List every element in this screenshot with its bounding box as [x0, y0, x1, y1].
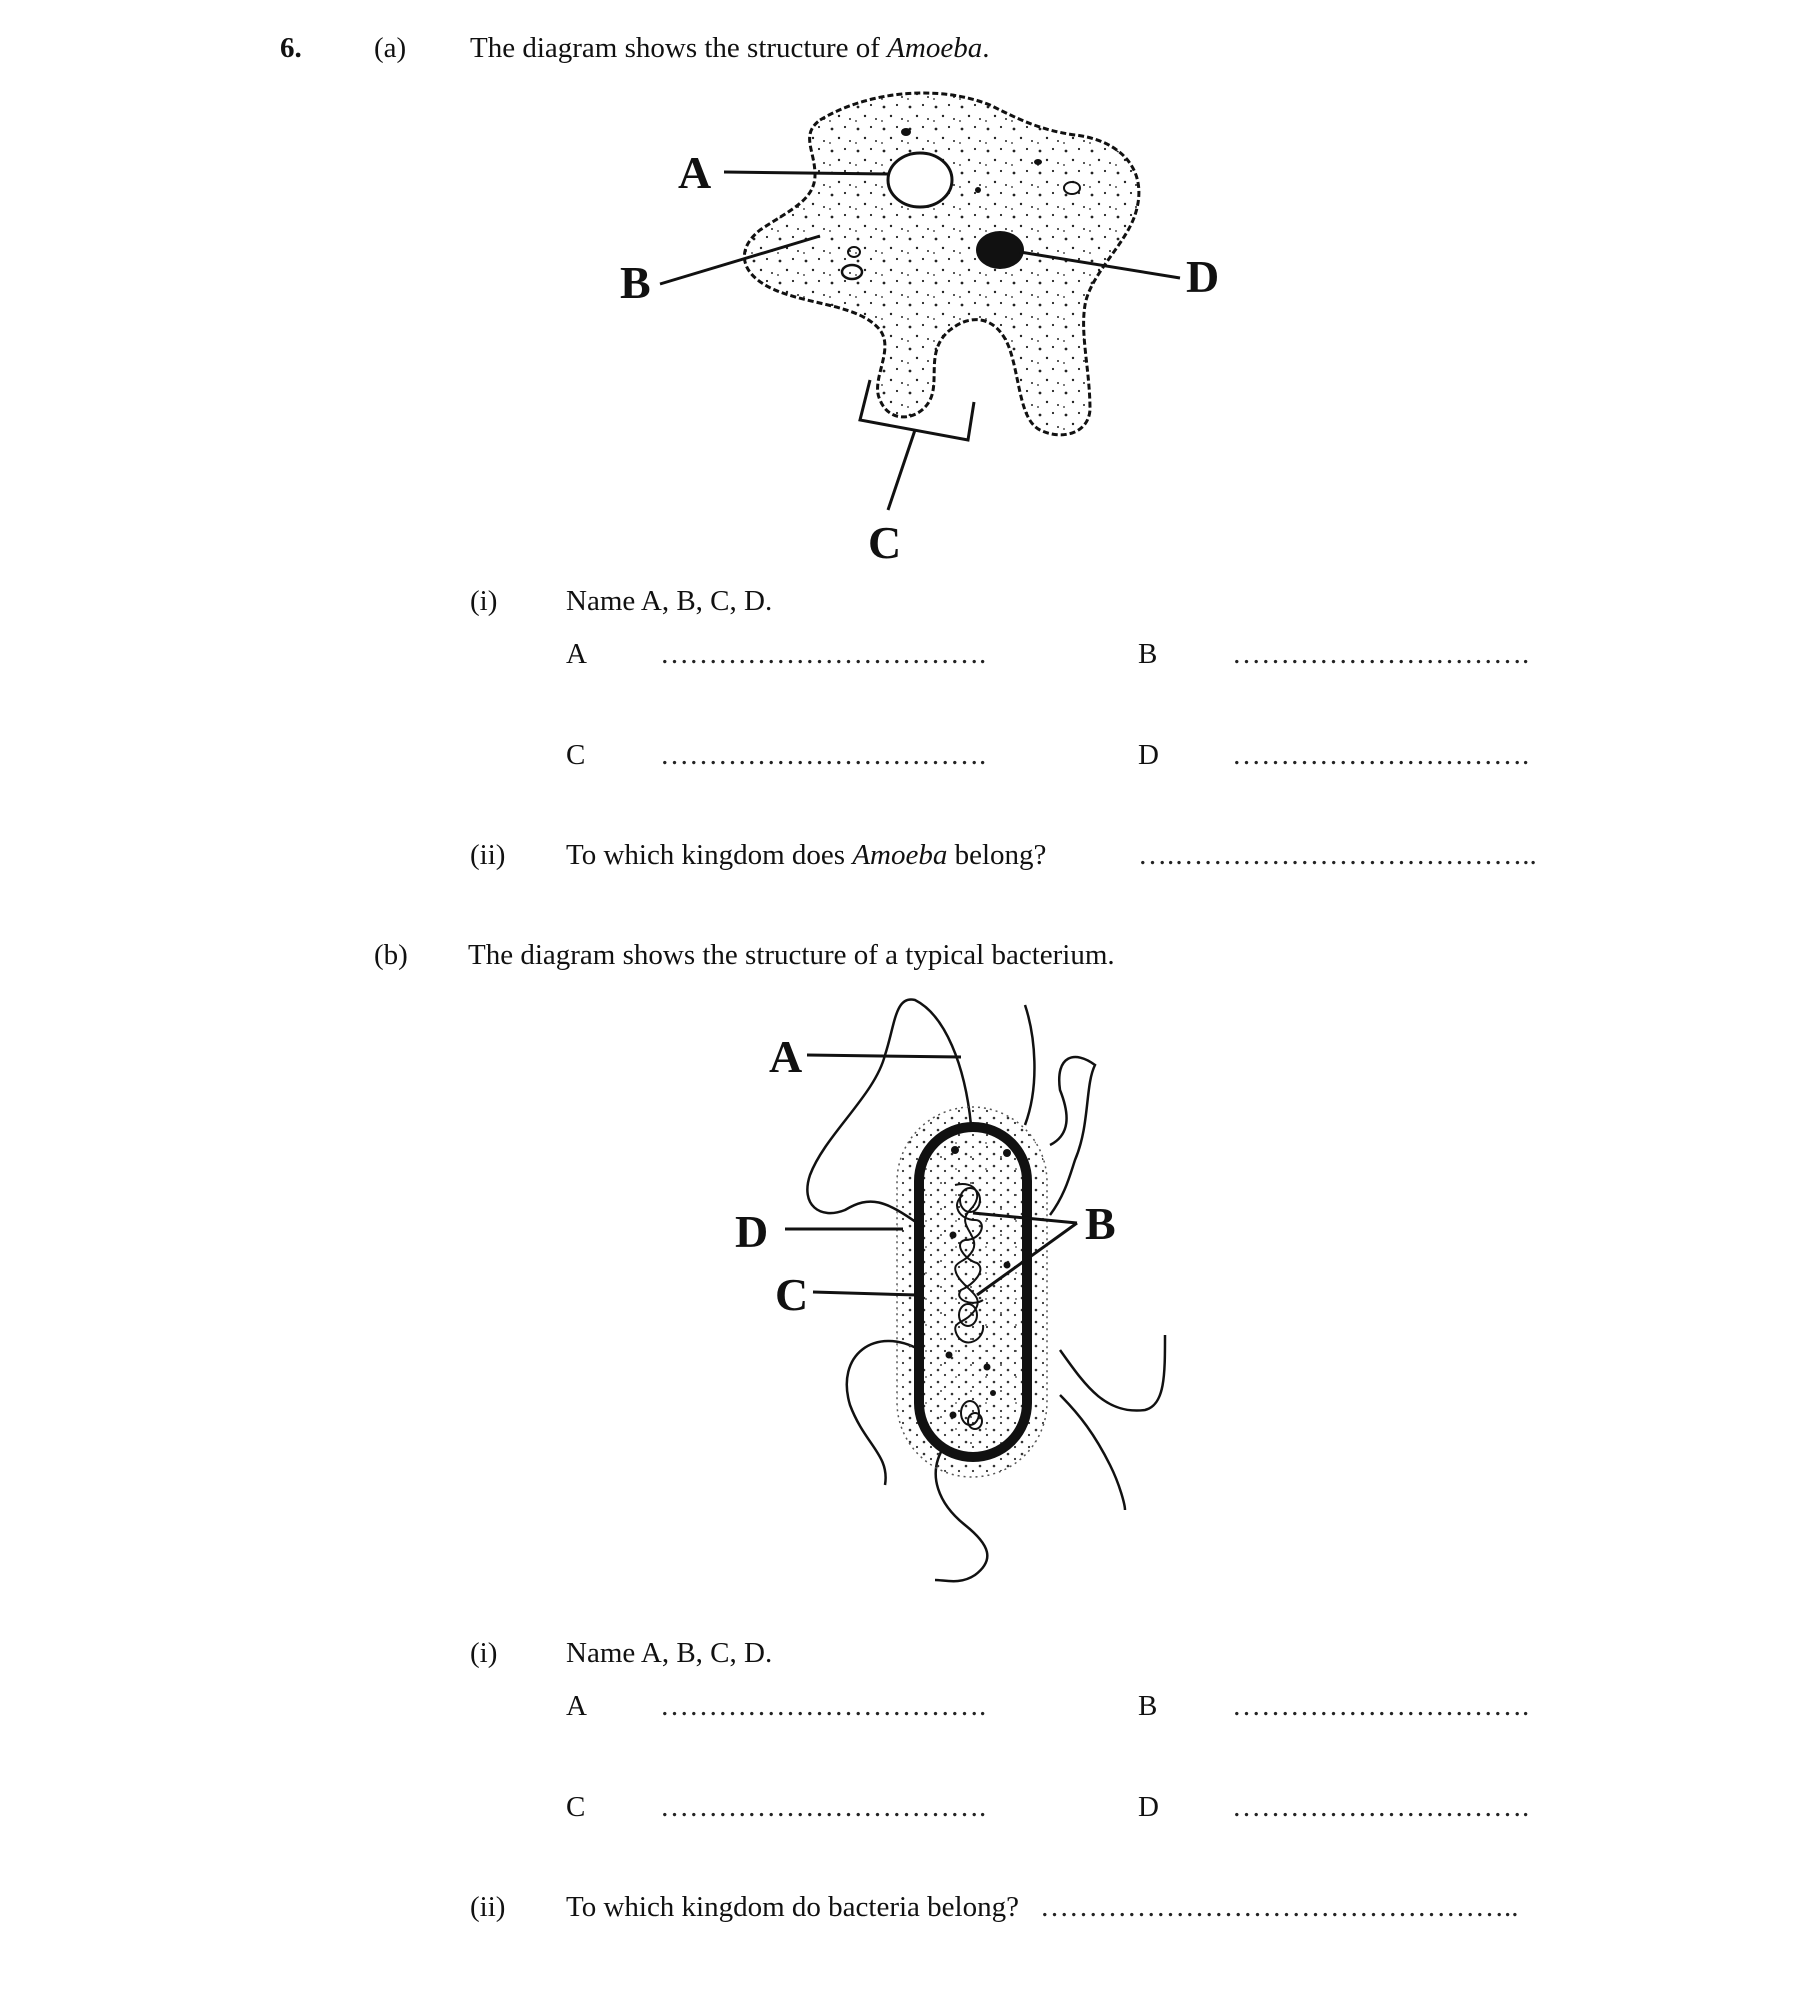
granule-shape — [1034, 159, 1042, 165]
part-b-sub-i-label: (i) — [470, 1637, 498, 1669]
part-b-sub-ii-label: (ii) — [470, 1891, 506, 1923]
part-a-sub-ii-blank[interactable]: ….……………………………….. — [1138, 839, 1537, 871]
part-a-answer-blank-d[interactable]: …………………………. — [1232, 739, 1530, 771]
bacterium-label-b: B — [1085, 1198, 1116, 1249]
part-a-intro: The diagram shows the structure of Amoeba. — [470, 32, 990, 64]
part-a-answer-blank-a[interactable]: ……………………………. — [660, 638, 987, 670]
part-a-label: (a) — [374, 32, 407, 64]
amoeba-label-b: B — [620, 257, 651, 308]
amoeba-label-a: A — [678, 147, 712, 198]
part-a-answer-letter-d: D — [1138, 739, 1159, 771]
part-b-answer-blank-a[interactable]: ……………………………. — [660, 1690, 987, 1722]
part-b-intro: The diagram shows the structure of a typical bacterium. — [468, 939, 1115, 971]
part-b-sub-i-prompt: Name A, B, C, D. — [566, 1637, 773, 1669]
part-a-answer-letter-c: C — [566, 739, 586, 771]
leader-line-a — [724, 172, 888, 174]
part-b-label: (b) — [374, 939, 408, 971]
leader-line-c — [888, 430, 915, 510]
contractile-vacuole-shape — [888, 153, 952, 207]
bacterium-label-d: D — [735, 1206, 769, 1257]
part-b-sub-ii-blank[interactable]: ………………………………………….. — [1040, 1891, 1519, 1923]
part-b-answer-blank-d[interactable]: …………………………. — [1232, 1791, 1530, 1823]
part-a-sub-ii-prompt: To which kingdom does Amoeba belong? — [566, 839, 1047, 871]
part-b-sub-ii-prompt: To which kingdom do bacteria belong? — [566, 1891, 1019, 1923]
part-b-answer-blank-c[interactable]: ……………………………. — [660, 1791, 987, 1823]
part-a-answer-letter-b: B — [1138, 638, 1158, 670]
part-b-answer-letter-b: B — [1138, 1690, 1158, 1722]
part-b-answer-blank-b[interactable]: …………………………. — [1232, 1690, 1530, 1722]
part-a-sub-i-label: (i) — [470, 585, 498, 617]
part-b-answer-letter-a: A — [566, 1690, 587, 1722]
part-a-answer-letter-a: A — [566, 638, 587, 670]
part-a-sub-i-prompt: Name A, B, C, D. — [566, 585, 773, 617]
leader-line-a — [807, 1055, 961, 1057]
amoeba-diagram — [620, 80, 1240, 570]
part-b-answer-letter-d: D — [1138, 1791, 1159, 1823]
nucleus-shape — [976, 231, 1024, 269]
bacterium-diagram — [725, 995, 1185, 1595]
amoeba-cell-outline — [744, 93, 1139, 435]
amoeba-label-d: D — [1186, 251, 1220, 302]
part-a-answer-blank-b[interactable]: …………………………. — [1232, 638, 1530, 670]
amoeba-label-c: C — [868, 517, 902, 568]
question-number: 6. — [280, 32, 302, 64]
bacterium-label-c: C — [775, 1269, 809, 1320]
bacterium-label-a: A — [769, 1031, 803, 1082]
part-a-sub-ii-label: (ii) — [470, 839, 506, 871]
granule-shape — [901, 128, 911, 136]
granule-shape — [975, 187, 981, 193]
part-a-answer-blank-c[interactable]: ……………………………. — [660, 739, 987, 771]
part-b-answer-letter-c: C — [566, 1791, 586, 1823]
